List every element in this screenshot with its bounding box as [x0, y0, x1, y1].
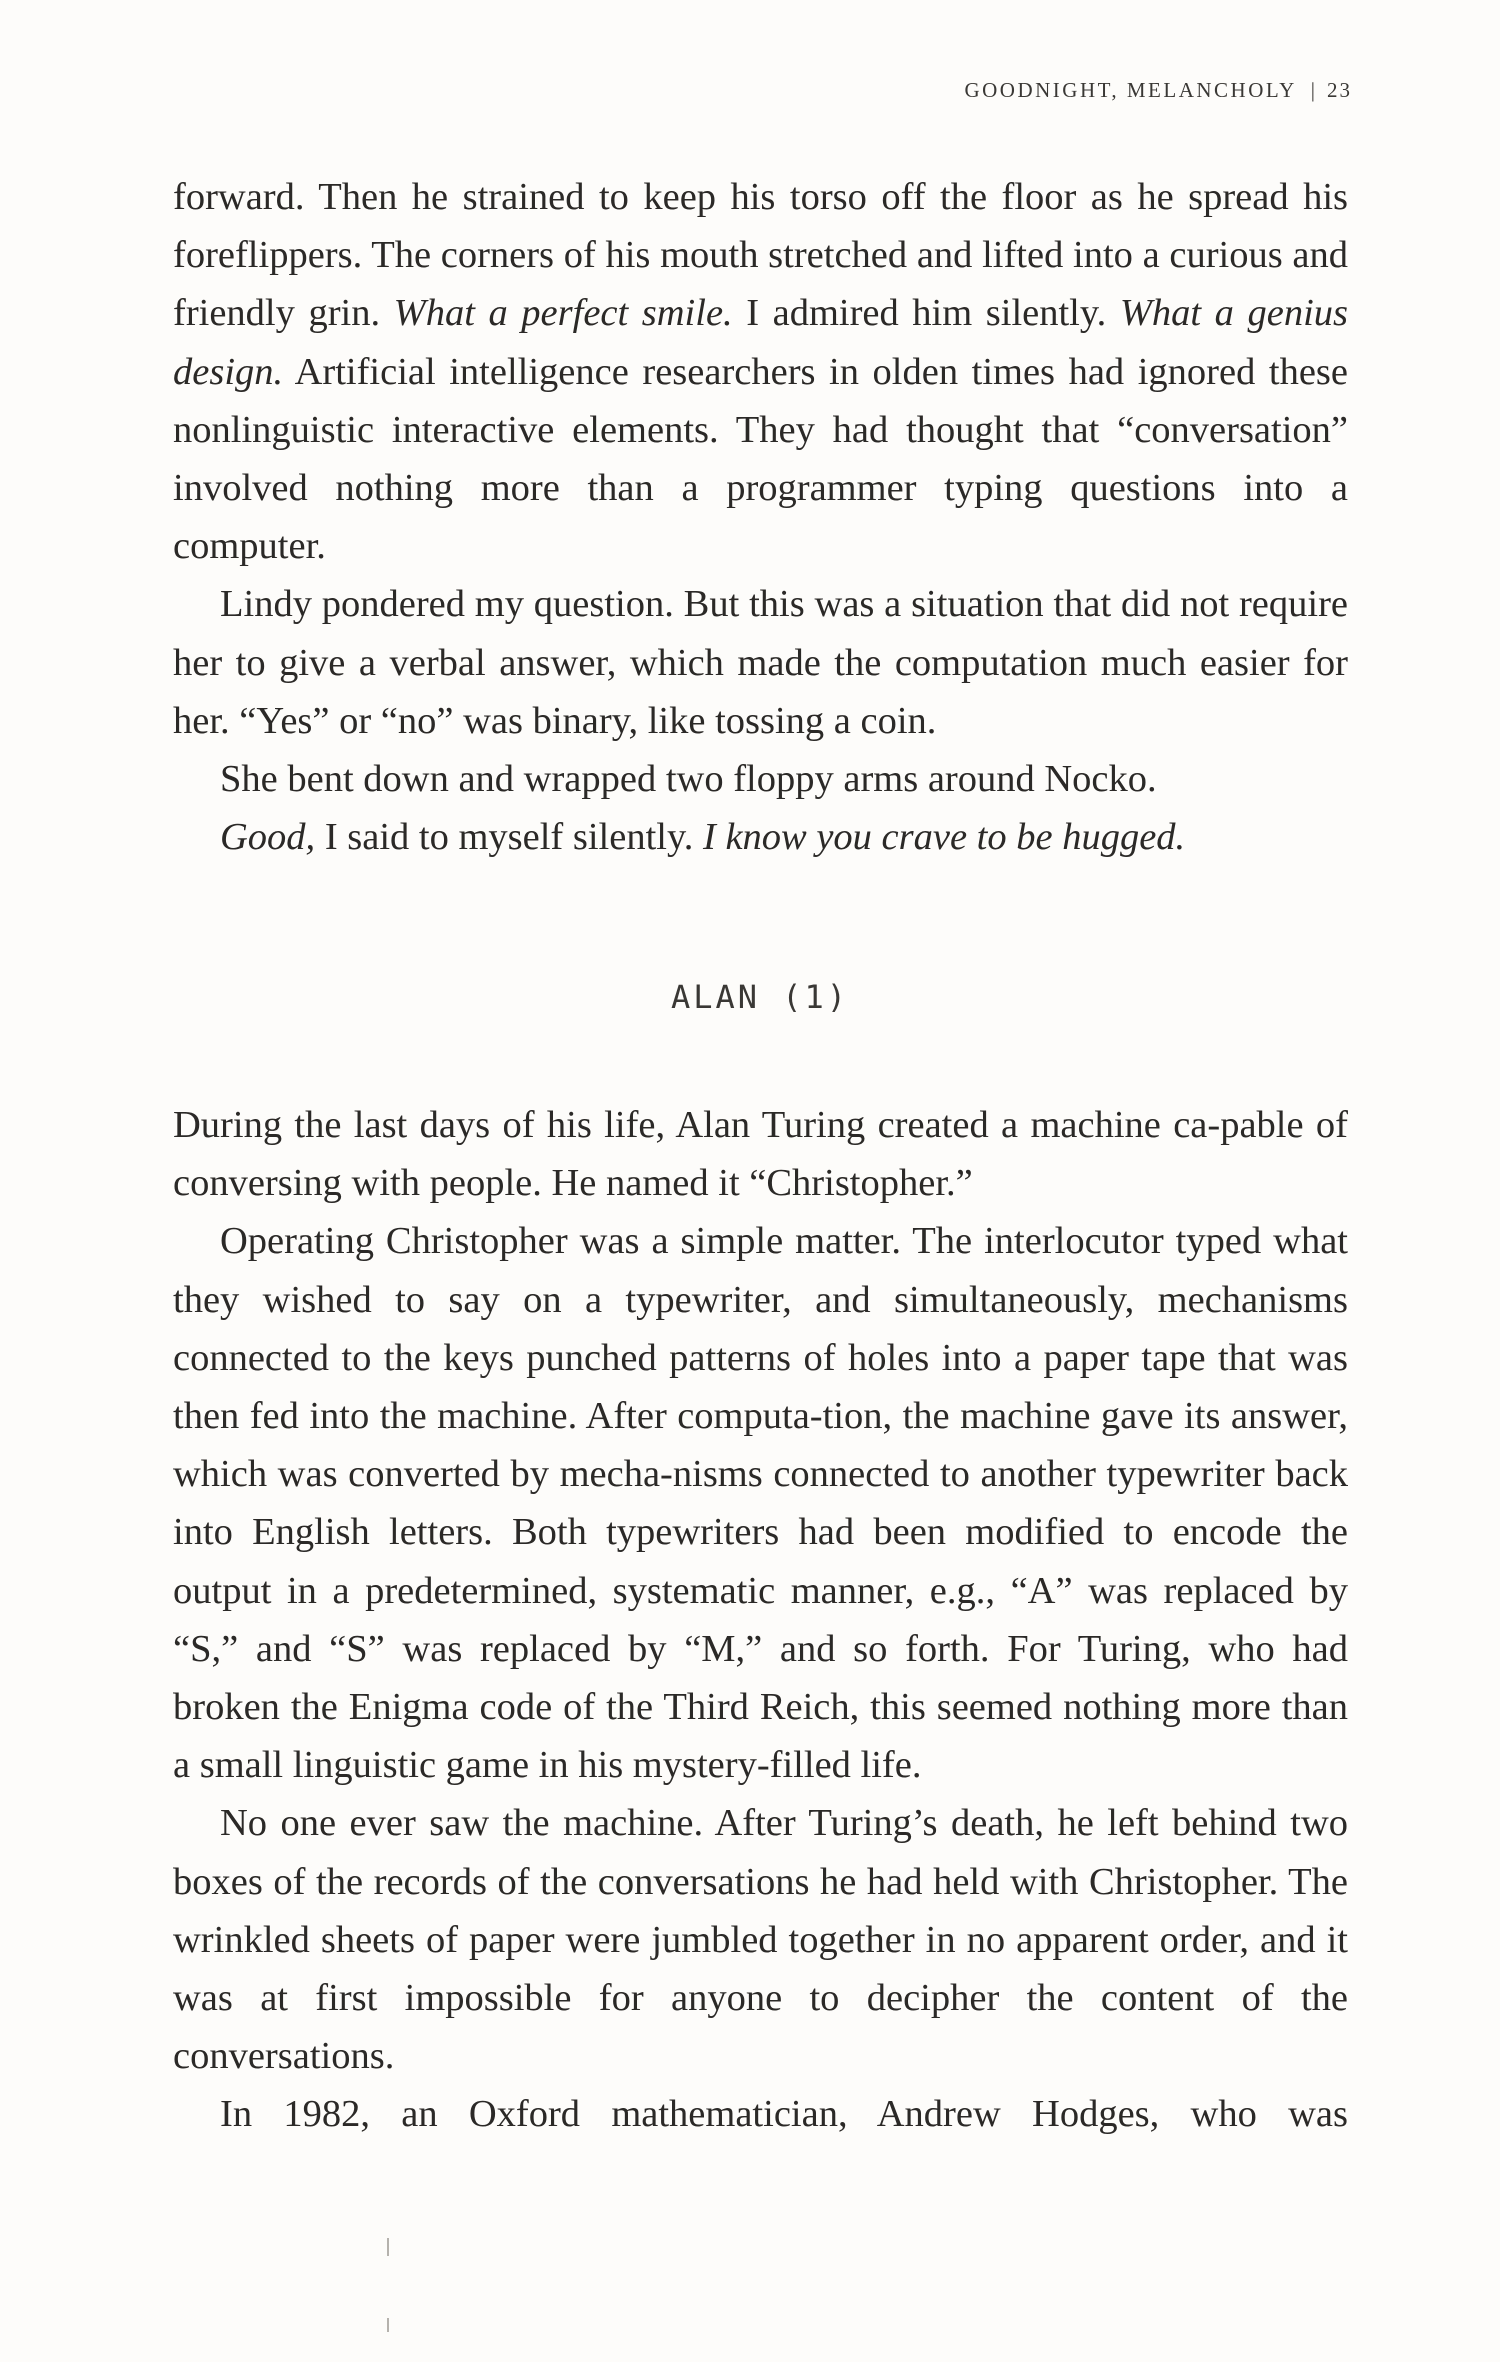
scan-mark [387, 2318, 389, 2332]
running-head-separator: | [1310, 78, 1315, 102]
text-block-top [173, 168, 1348, 866]
text-run: forward. Then he strained to keep his torso off the floor as he spread his foreflippers. The corners of his mouth stretched and lifted into a curious and friendly grin. [173, 176, 1348, 335]
text-run: I admired him silently. [732, 292, 1120, 335]
paragraph: Operating Christopher was a simple matter. The interlocutor typed what they wished to say on a typewriter, and simultaneously, mechanisms connected to the keys punched patterns of holes into a paper tape that was then fed into the machine. After computa-tion, the machine gave its answer, which was converted by mecha-nisms connected to another typewriter back into English letters. Both typewriters had been modified to encode the output in a predetermined, systematic manner, e.g., “A” was replaced by “S,” and “S” was replaced by “M,” and so forth. For Turing, who had broken the Enigma code of the Third Reich, this seemed nothing more than a small linguistic game in his mystery-filled life. [173, 1220, 1348, 1787]
paragraph: Lindy pondered my question. But this was a situation that did not require her to give a verbal answer, which made the computation much easier for her. “Yes” or “no” was binary, like tossing a coin. [173, 583, 1348, 742]
scan-mark [387, 2238, 389, 2256]
text-run: Artificial intelligence researchers in olden times had ignored these nonlinguistic interactive elements. They had thought that “conversation” involved nothing more than a programmer typing questions into a computer. [173, 350, 1348, 568]
italic-thought: What a genius design. [173, 292, 1348, 393]
running-head-title: GOODNIGHT, MELANCHOLY [964, 78, 1297, 102]
running-head [964, 78, 1352, 103]
section-heading: ALAN (1) [670, 978, 850, 1016]
paragraph: No one ever saw the machine. After Turing’s death, he left behind two boxes of the records of the conversations he had held with Christopher. The wrinkled sheets of paper were jumbled together in no apparent order, and it was at first impossible for anyone to decipher the content of the conversations. [173, 1802, 1348, 2078]
paragraph-continued [173, 168, 1348, 575]
page-number: 23 [1327, 78, 1352, 102]
italic-thought: I know you crave to be hugged. [703, 816, 1186, 859]
paragraph-first: During the last days of his life, Alan Turing created a machine ca-pable of conversing with people. He named it “Christopher.” [173, 1104, 1348, 1205]
text-run: I said to myself silently. [315, 816, 703, 859]
italic-thought: Good, [220, 816, 316, 859]
paragraph: She bent down and wrapped two floppy arms around Nocko. [220, 758, 1157, 801]
paragraph [173, 808, 1348, 866]
text-block-bottom [173, 1096, 1348, 2144]
italic-thought: What a perfect smile. [393, 292, 733, 335]
paragraph-continues: In 1982, an Oxford mathematician, Andrew Hodges, who was [220, 2093, 1348, 2136]
